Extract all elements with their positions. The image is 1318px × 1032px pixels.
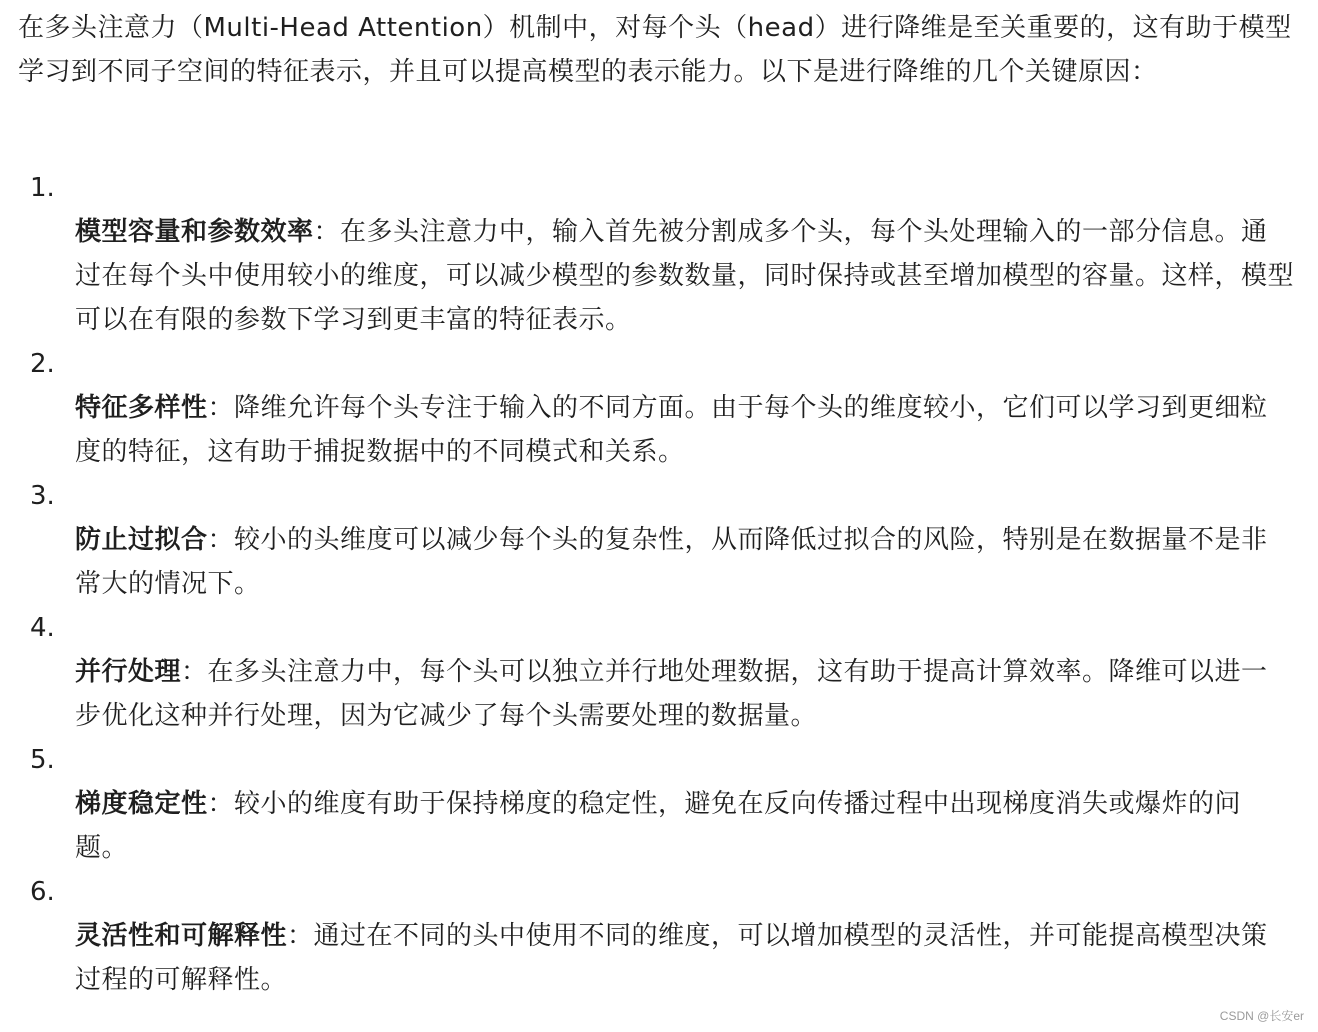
list-item-body (18, 210, 1294, 342)
list-item (18, 166, 1294, 342)
list-item-text: ：在多头注意力中，输入首先被分割成多个头，每个头处理输入的一部分信息。通过在每个头中使用较小的维度，可以减少模型的参数数量，同时保持或甚至增加模型的容量。这样，模型可以在有限的参数下学习到更丰富的特征表示。 (75, 217, 1295, 335)
list-item-term: 梯度稳定性 (75, 789, 208, 819)
intro-paragraph: 在多头注意力（Multi-Head Attention）机制中，对每个头（head）进行降维是至关重要的，这有助于模型学习到不同子空间的特征表示，并且可以提高模型的表示能力。以下是进行降维的几个关键原因： (18, 13, 1292, 87)
list-item-text: ：在多头注意力中，每个头可以独立并行地处理数据，这有助于提高计算效率。降维可以进一步优化这种并行处理，因为它减少了每个头需要处理的数据量。 (75, 657, 1268, 731)
list-item-term: 灵活性和可解释性 (75, 921, 288, 951)
list-item-number: 4. (30, 613, 55, 643)
list-item-text: ：较小的维度有助于保持梯度的稳定性，避免在反向传播过程中出现梯度消失或爆炸的问题。 (75, 789, 1242, 863)
list-item (18, 474, 1294, 606)
list-item (18, 870, 1294, 1002)
list-item-term: 并行处理 (75, 657, 182, 687)
list-item-text: ：较小的头维度可以减少每个头的复杂性，从而降低过拟合的风险，特别是在数据量不是非常大的情况下。 (75, 525, 1268, 599)
list-item-body (18, 650, 1294, 738)
list-item-number: 2. (30, 349, 55, 379)
watermark: CSDN @长安er (1219, 1009, 1304, 1023)
list-item-number: 6. (30, 877, 55, 907)
list-item (18, 606, 1294, 738)
list-item-number: 3. (30, 481, 55, 511)
list-item (18, 342, 1294, 474)
list-item-number: 1. (30, 173, 55, 203)
list-item-text: ：通过在不同的头中使用不同的维度，可以增加模型的灵活性，并可能提高模型决策过程的可解释性。 (75, 921, 1268, 995)
reasons-list (18, 166, 1294, 1002)
list-item-text: ：降维允许每个头专注于输入的不同方面。由于每个头的维度较小，它们可以学习到更细粒度的特征，这有助于捕捉数据中的不同模式和关系。 (75, 393, 1268, 467)
list-item-body (18, 914, 1294, 1002)
list-item-body (18, 518, 1294, 606)
document-body (18, 6, 1295, 995)
list-item-term: 防止过拟合 (75, 525, 208, 555)
list-item-body (18, 386, 1294, 474)
list-item-number: 5. (30, 745, 55, 775)
list-item-term: 模型容量和参数效率 (75, 217, 314, 247)
list-item-body (18, 782, 1294, 870)
list-item (18, 738, 1294, 870)
list-item-term: 特征多样性 (75, 393, 208, 423)
